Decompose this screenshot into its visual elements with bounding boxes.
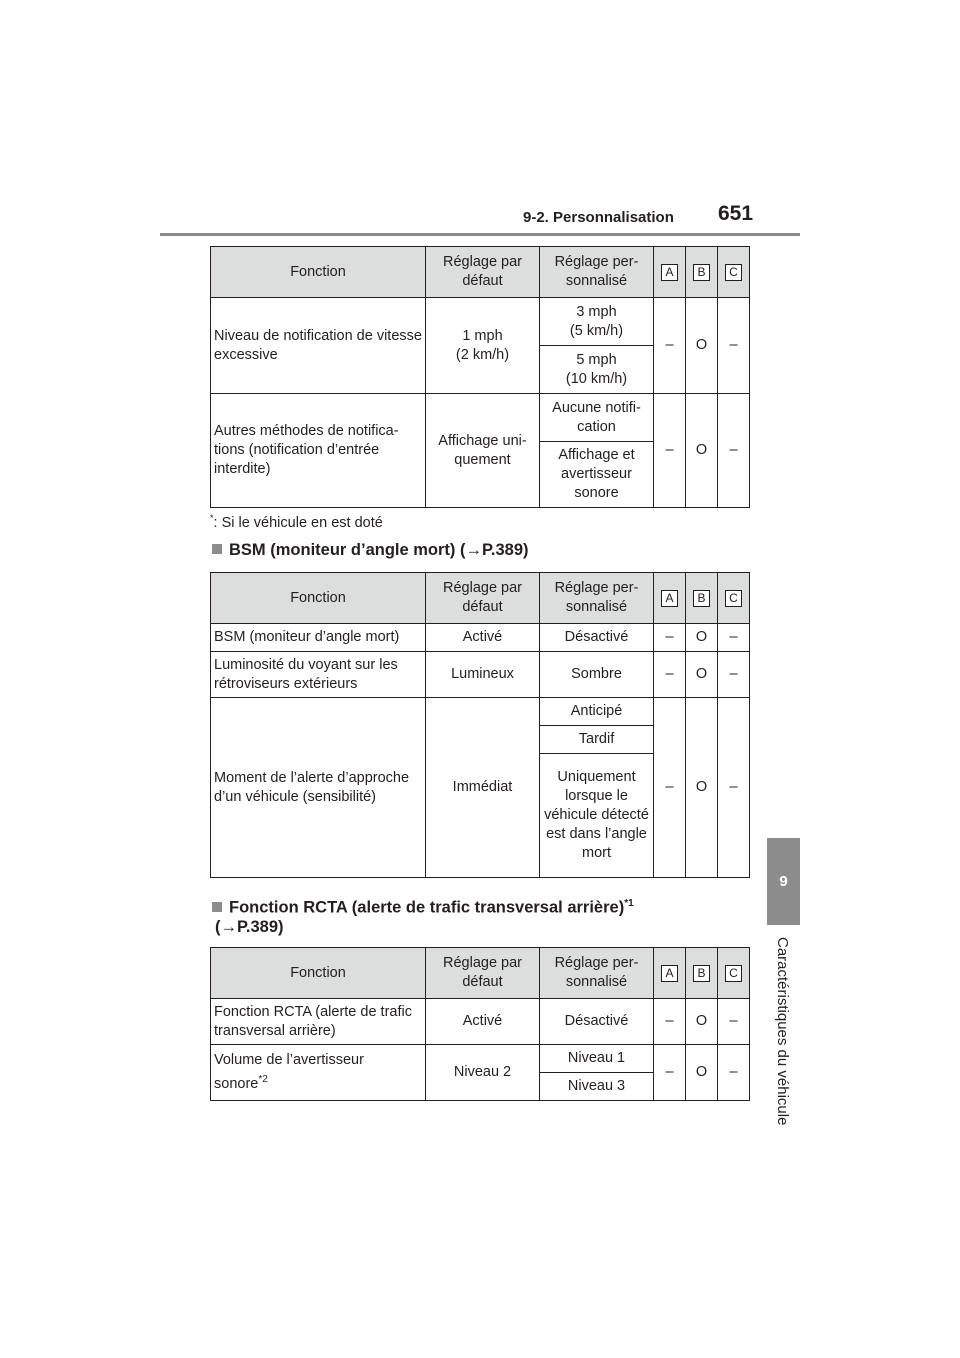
cell-option: Niveau 3 — [540, 1073, 654, 1101]
cell-b: O — [686, 1045, 718, 1101]
cell-default: 1 mph (2 km/h) — [426, 298, 540, 394]
header-a — [654, 247, 686, 298]
cell-b: O — [686, 652, 718, 698]
cell-a: – — [654, 698, 686, 878]
cell-c: – — [718, 298, 750, 394]
header-default: Réglage par défaut — [426, 247, 540, 298]
cell-default: Activé — [426, 999, 540, 1045]
cell-option: Uniquement lorsque le véhicule détecté est dans l’angle mort — [540, 754, 654, 878]
cell-c: – — [718, 999, 750, 1045]
box-a: A — [661, 264, 678, 281]
table-row — [211, 999, 750, 1045]
table-row — [211, 652, 750, 698]
cell-option: Tardif — [540, 726, 654, 754]
cell-a: – — [654, 394, 686, 508]
cell-a: – — [654, 652, 686, 698]
cell-default: Affichage uni-quement — [426, 394, 540, 508]
table-row — [211, 698, 750, 726]
table-row — [211, 1045, 750, 1073]
box-b: B — [693, 965, 710, 982]
cell-fonction: Autres méthodes de notifica-tions (notification d’entrée interdite) — [211, 394, 426, 508]
header-c — [718, 247, 750, 298]
rcta-heading: Fonction RCTA (alerte de trafic transversal arrière)$^{*1}$ — [212, 893, 634, 919]
cell-option: Aucune notifi-cation — [540, 394, 654, 442]
footnote: *: Si le véhicule en est doté — [210, 513, 383, 531]
table-row — [211, 298, 750, 346]
square-bullet-icon — [212, 544, 222, 554]
cell-option: Désactivé — [540, 624, 654, 652]
square-bullet-icon — [212, 902, 222, 912]
table-bsm — [210, 572, 750, 878]
cell-c: – — [718, 652, 750, 698]
header-default: Réglage par défaut — [426, 573, 540, 624]
table-speed-notification — [210, 246, 750, 508]
header-rule — [160, 233, 800, 236]
cell-fonction: Luminosité du voyant sur les rétroviseurs extérieurs — [211, 652, 426, 698]
cell-b: O — [686, 298, 718, 394]
cell-c: – — [718, 394, 750, 508]
rcta-reference: (→P.389) — [215, 918, 284, 936]
cell-c: – — [718, 624, 750, 652]
cell-option: Anticipé — [540, 698, 654, 726]
table-header-row — [211, 948, 750, 999]
box-a: A — [661, 965, 678, 982]
cell-option: Sombre — [540, 652, 654, 698]
header-c — [718, 573, 750, 624]
cell-option: 5 mph (10 km/h) — [540, 346, 654, 394]
cell-fonction: Fonction RCTA (alerte de trafic transversal arrière) — [211, 999, 426, 1045]
header-b — [686, 948, 718, 999]
box-c: C — [725, 264, 742, 281]
cell-a: – — [654, 298, 686, 394]
table-header-row — [211, 247, 750, 298]
header-a — [654, 573, 686, 624]
cell-a: – — [654, 999, 686, 1045]
header-b — [686, 247, 718, 298]
box-b: B — [693, 264, 710, 281]
header-default: Réglage par défaut — [426, 948, 540, 999]
bsm-heading: BSM (moniteur d’angle mort) (→P.389) — [212, 539, 529, 561]
cell-fonction: Niveau de notification de vitesse excessive — [211, 298, 426, 394]
cell-b: O — [686, 698, 718, 878]
header-custom: Réglage per-sonnalisé — [540, 573, 654, 624]
cell-c: – — [718, 698, 750, 878]
cell-fonction: BSM (moniteur d’angle mort) — [211, 624, 426, 652]
header-b — [686, 573, 718, 624]
header-fonction: Fonction — [211, 573, 426, 624]
table-header-row — [211, 573, 750, 624]
header-fonction: Fonction — [211, 247, 426, 298]
header-custom: Réglage per-sonnalisé — [540, 247, 654, 298]
section-title: 9-2. Personnalisation — [523, 209, 674, 226]
cell-default: Lumineux — [426, 652, 540, 698]
table-row — [211, 624, 750, 652]
cell-c: – — [718, 1045, 750, 1101]
chapter-title: Caractéristiques du véhicule — [774, 937, 791, 1126]
cell-b: O — [686, 999, 718, 1045]
table-row — [211, 394, 750, 442]
page-number: 651 — [718, 202, 754, 225]
cell-option: Affichage et avertisseur sonore — [540, 442, 654, 508]
cell-a: – — [654, 624, 686, 652]
table-rcta — [210, 947, 750, 1101]
header-c — [718, 948, 750, 999]
cell-option: Niveau 1 — [540, 1045, 654, 1073]
box-c: C — [725, 590, 742, 607]
header-a — [654, 948, 686, 999]
cell-b: O — [686, 624, 718, 652]
header-fonction: Fonction — [211, 948, 426, 999]
cell-a: – — [654, 1045, 686, 1101]
box-a: A — [661, 590, 678, 607]
box-c: C — [725, 965, 742, 982]
cell-default: Niveau 2 — [426, 1045, 540, 1101]
cell-option: Désactivé — [540, 999, 654, 1045]
cell-fonction: Moment de l’alerte d’approche d’un véhicule (sensibilité) — [211, 698, 426, 878]
box-b: B — [693, 590, 710, 607]
cell-b: O — [686, 394, 718, 508]
cell-fonction: Volume de l’avertisseur sonore$^{*2}$ — [211, 1045, 426, 1101]
cell-default: Activé — [426, 624, 540, 652]
header-custom: Réglage per-sonnalisé — [540, 948, 654, 999]
cell-default: Immédiat — [426, 698, 540, 878]
cell-option: 3 mph (5 km/h) — [540, 298, 654, 346]
chapter-tab: 9 — [767, 838, 800, 925]
